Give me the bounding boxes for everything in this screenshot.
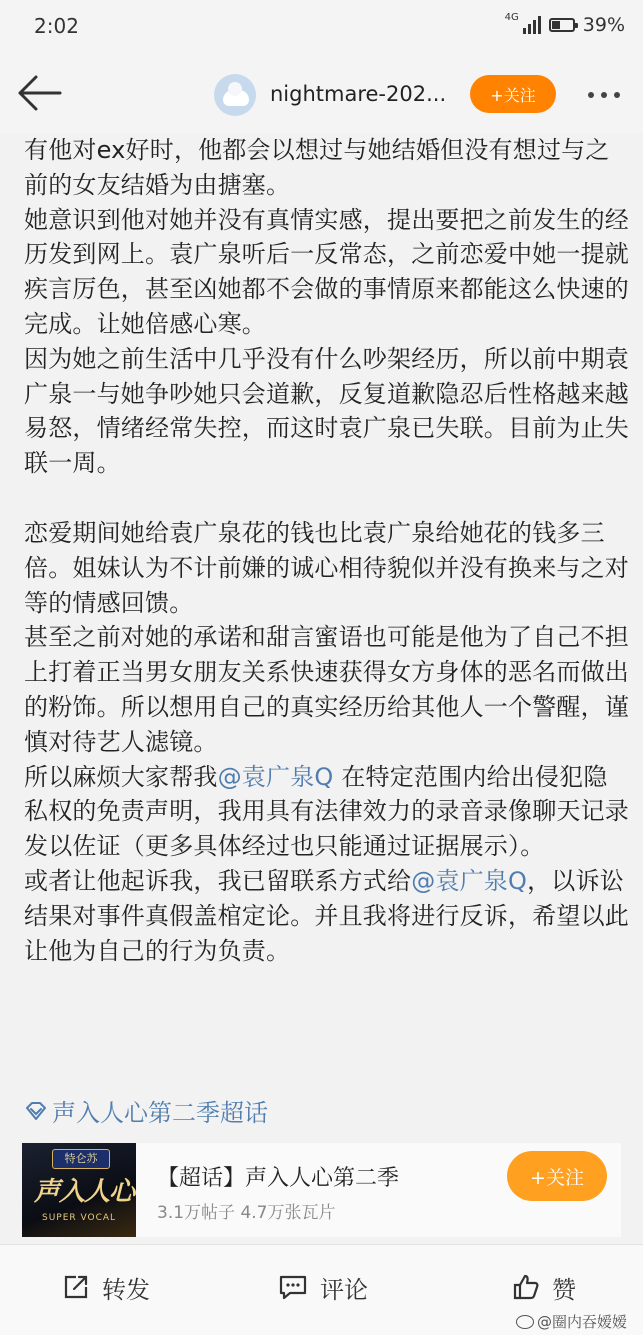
topic-label: 声入人心第二季超话 <box>52 1099 268 1127</box>
post-paragraph: 她意识到他对她并没有真情实感，提出要把之前发生的经历发到网上。袁广泉听后一反常态，之前恋爱中她一提就疾言厉色，甚至凶她都不会做的事情原来都能这么快速的完成。让她倍感心寒。 <box>24 205 629 338</box>
super-topic-icon <box>24 1101 48 1121</box>
more-dot-icon <box>588 92 594 98</box>
battery-icon <box>549 18 575 32</box>
status-time: 2:02 <box>34 14 79 38</box>
post-paragraph: 恋爱期间她给袁广泉花的钱也比袁广泉给她花的钱多三倍。姐妹认为不计前嫌的诚心相待貌似并没有换来与之对等的情感回馈。 <box>24 518 629 617</box>
back-button[interactable] <box>14 71 70 117</box>
thumbs-up-icon <box>512 1273 540 1301</box>
repost-button[interactable] <box>62 1267 150 1307</box>
sponsor-badge: 特仑苏 <box>52 1149 110 1169</box>
paragraph-text: ，以诉讼结果对事件真假盖棺定论。并且我将进行反诉，希望以此让他为自己的行为负责。 <box>24 866 629 965</box>
battery-percent: 39% <box>582 14 625 36</box>
paragraph-gap <box>24 481 629 516</box>
super-topic-card[interactable] <box>22 1143 621 1237</box>
follow-topic-button[interactable]: +关注 <box>507 1151 607 1201</box>
comment-icon <box>278 1273 308 1301</box>
signal-icon <box>523 16 541 34</box>
watermark-text: @圈内吞嫒嫒 <box>537 1313 628 1331</box>
more-dot-icon <box>614 92 620 98</box>
post-paragraph-with-mention <box>24 760 629 864</box>
post-paragraph: 因为她之前生活中几乎没有什么吵架经历，所以前中期袁广泉一与她争吵她只会道歉，反复道歉隐忍后性格越来越易怒，情绪经常失控，而这时袁广泉已失联。目前为止失联一周。 <box>24 344 629 478</box>
network-type: 4G <box>504 12 519 23</box>
weibo-logo-icon <box>516 1315 534 1329</box>
author-username[interactable]: nightmare-202... <box>270 82 447 106</box>
avatar[interactable] <box>214 74 256 116</box>
post-paragraph-with-mention <box>24 864 629 968</box>
top-nav-bar <box>0 55 643 133</box>
card-stats: 3.1万帖子 4.7万张瓦片 <box>157 1203 336 1223</box>
topic-cover-image <box>22 1143 136 1237</box>
bottom-action-bar <box>0 1244 643 1335</box>
status-indicators <box>505 14 625 36</box>
watermark <box>516 1311 627 1332</box>
more-dot-icon <box>601 92 607 98</box>
comment-label: 评论 <box>320 1275 368 1304</box>
like-button[interactable] <box>512 1267 576 1307</box>
paragraph-text: 或者让他起诉我，我已留联系方式给 <box>24 866 412 895</box>
post-body <box>24 133 629 968</box>
back-arrow-icon <box>14 71 64 115</box>
cover-title: 声入人心 <box>34 1177 135 1207</box>
post-paragraph: 有他对ex好时，他都会以想过与她结婚但没有想过与之前的女友结婚为由搪塞。 <box>24 136 610 199</box>
status-bar <box>0 0 643 55</box>
more-options-button[interactable] <box>588 85 638 105</box>
repost-icon <box>62 1273 90 1301</box>
follow-button[interactable]: +关注 <box>470 75 556 113</box>
paragraph-text: 在特定范围内给出侵犯隐私权的免责声明，我用具有法律效力的录音录像聊天记录发以佐证（更多具体经过也只能通过证据展示）。 <box>24 762 629 861</box>
post-paragraph: 甚至之前对她的承诺和甜言蜜语也可能是他为了自己不担上打着正当男女朋友关系快速获得女方身体的恶名而做出的粉饰。所以想用自己的真实经历给其他人一个警醒，谨慎对待艺人滤镜。 <box>24 623 629 756</box>
mention-link[interactable]: @袁广泉Q <box>411 866 528 895</box>
like-label: 赞 <box>552 1275 576 1304</box>
cover-subtitle: SUPER VOCAL <box>42 1213 117 1223</box>
comment-button[interactable] <box>278 1267 368 1307</box>
mention-link[interactable]: @袁广泉Q <box>217 762 334 791</box>
paragraph-text: 所以麻烦大家帮我 <box>24 762 218 791</box>
topic-link[interactable] <box>24 1093 268 1128</box>
repost-label: 转发 <box>102 1275 150 1304</box>
card-title: 【超话】声入人心第二季 <box>157 1166 400 1191</box>
